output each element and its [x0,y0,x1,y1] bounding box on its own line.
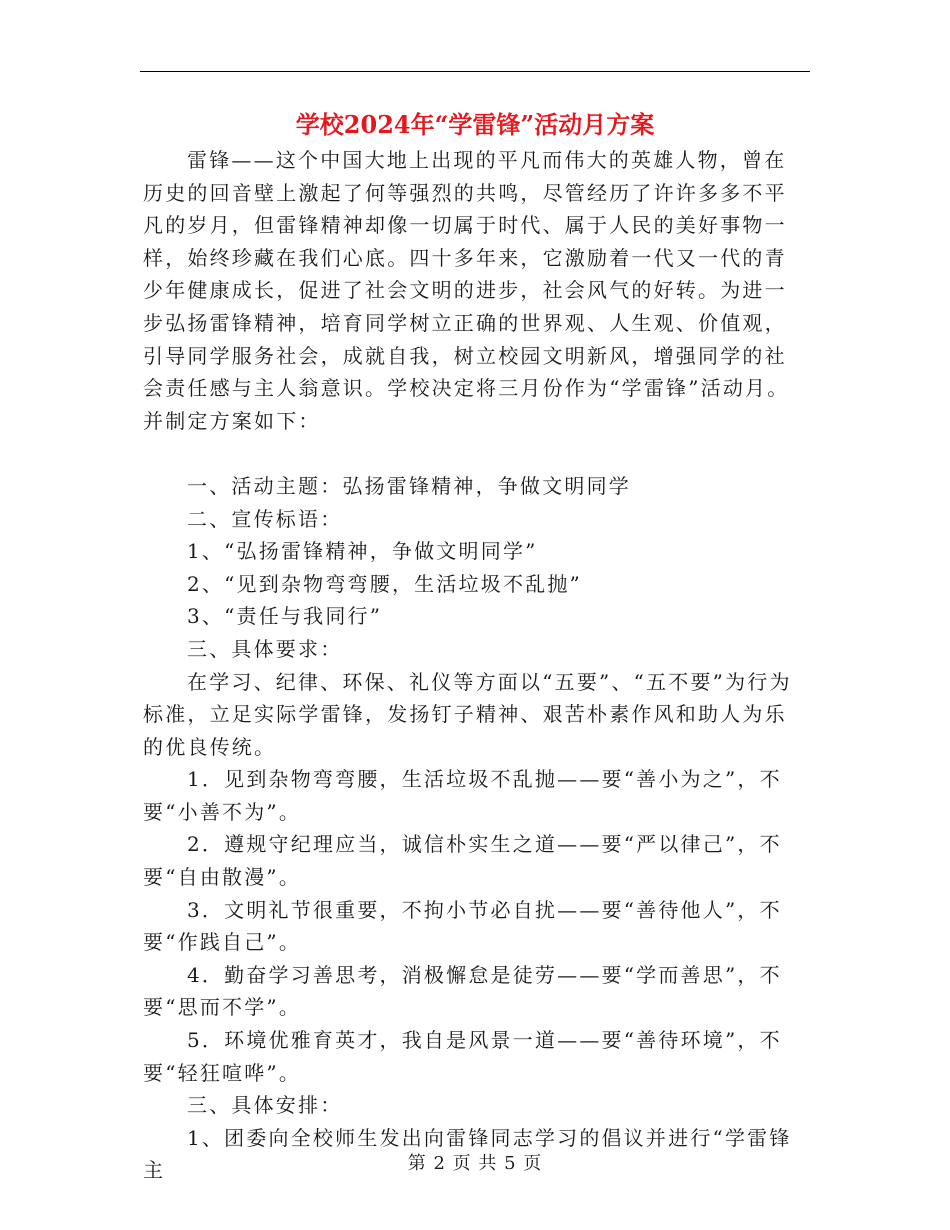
slogans-heading: 二、宣传标语： [187,506,343,531]
intro-paragraph: 雷锋——这个中国大地上出现的平凡而伟大的英雄人物，曾在历史的回音壁上激起了何等强烈的共鸣，尽管经历了许许多多不平凡的岁月，但雷锋精神却像一切属于时代、属于人民的美好事物一样，始终珍藏在我们心底。四十多年来，它激励着一代又一代的青少年健康成长，促进了社会文明的进步，社会风气的好转。为进一步弘扬雷锋精神，培育同学树立正确的世界观、人生观、价值观，引导同学服务社会，成就自我，树立校园文明新风，增强同学的社会责任感与主人翁意识。学校决定将三月份作为“学雷锋”活动月。并制定方案如下： [143,148,790,433]
requirements-intro: 在学习、纪律、环保、礼仪等方面以“五要”、“五不要”为行为标准，立足实际学雷锋，发扬钉子精神、艰苦朴素作风和助人为乐的优良传统。 [143,669,792,759]
document-title: 学校2024年“学雷锋”活动月方案 [295,110,655,139]
requirement-item: 3．文明礼节很重要，不拘小节必自扰——要“善待他人”，不要“作践自己”。 [143,897,782,955]
page-current: 2 [433,1153,446,1174]
requirement-item: 4．勤奋学习善思考，消极懈怠是徒劳——要“学而善思”，不要“思而不学”。 [143,962,782,1020]
slogan-item: 2、“见到杂物弯弯腰，生活垃圾不乱抛” [187,571,582,596]
page-label-prefix: 第 [407,1153,427,1174]
requirements-heading: 三、具体要求： [187,636,343,661]
requirement-item: 1．见到杂物弯弯腰，生活垃圾不乱抛——要“善小为之”，不要“小善不为”。 [143,767,782,824]
requirement-item: 2．遵规守纪理应当，诚信朴实生之道——要“严以律己”，不要“自由散漫”。 [143,832,782,890]
page-label-suffix: 页 [523,1153,543,1174]
document-body [143,144,808,1187]
requirement-item: 5．环境优雅育英才，我自是风景一道——要“善待环境”，不要“轻狂喧哗”。 [143,1028,782,1085]
header-rule [140,71,810,72]
page-footer [0,1152,950,1176]
page-total: 5 [504,1153,517,1174]
arrangement-item: 1、团委向全校师生发出向雷锋同志学习的倡议并进行“学雷锋主 [143,1125,792,1183]
paragraph-gap [143,437,808,470]
theme-line: 一、活动主题：弘扬雷锋精神，争做文明同学 [187,473,631,498]
slogan-item: 1、“弘扬雷锋精神，争做文明同学” [187,539,538,564]
slogan-item: 3、“责任与我同行” [187,604,383,629]
arrangement-heading: 三、具体安排： [187,1093,343,1118]
page-label-middle: 页 共 [452,1153,498,1174]
